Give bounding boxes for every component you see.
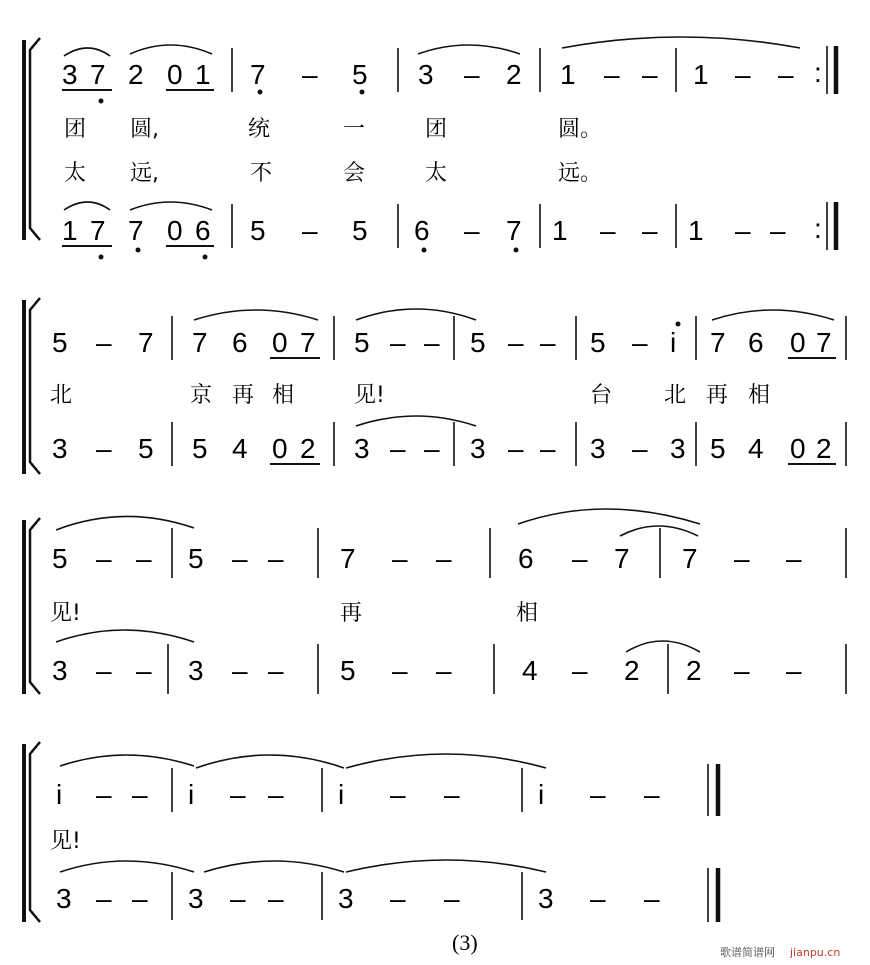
note: – — [230, 883, 246, 914]
note: 5 — [192, 433, 208, 464]
note: i — [188, 779, 195, 810]
slur — [712, 310, 834, 320]
note: – — [604, 59, 620, 90]
note: 3 — [538, 883, 554, 914]
lyric: 远。 — [558, 161, 603, 186]
note: 4 — [232, 433, 248, 464]
note: 5 — [188, 543, 204, 574]
note: 2 — [686, 655, 702, 686]
note: i — [56, 779, 63, 810]
note: – — [444, 883, 460, 914]
system-4 — [24, 742, 718, 922]
lyric: 远, — [130, 161, 159, 186]
note: – — [96, 779, 112, 810]
slur — [562, 37, 800, 48]
note: 3 — [188, 883, 204, 914]
note: – — [132, 883, 148, 914]
system-1 — [24, 37, 836, 260]
slur — [60, 861, 194, 872]
repeat-dots: : — [814, 57, 822, 88]
lower-octave-dot — [360, 90, 365, 95]
note: – — [632, 327, 648, 358]
lyric: 再 — [706, 383, 729, 408]
lower-octave-dot — [258, 90, 263, 95]
note: – — [734, 543, 750, 574]
note: – — [590, 883, 606, 914]
lyric: 见! — [354, 383, 385, 408]
note: – — [540, 433, 556, 464]
note: 4 — [748, 433, 764, 464]
note: 1 — [560, 59, 576, 90]
lower-octave-dot — [136, 248, 141, 253]
note: – — [464, 59, 480, 90]
note: 7 — [710, 327, 726, 358]
note: 5 — [52, 327, 68, 358]
note: – — [302, 215, 318, 246]
note: 3 — [338, 883, 354, 914]
slur — [356, 416, 476, 426]
note: – — [96, 327, 112, 358]
note: – — [590, 779, 606, 810]
system-3 — [24, 509, 846, 694]
note: – — [96, 433, 112, 464]
note: 1 — [688, 215, 704, 246]
note: – — [735, 59, 751, 90]
lower-staff — [52, 655, 802, 686]
note: 5 — [590, 327, 606, 358]
note: 0 — [790, 433, 806, 464]
note: – — [735, 215, 751, 246]
note: – — [508, 327, 524, 358]
note: 7 — [816, 327, 832, 358]
note: 4 — [522, 655, 538, 686]
lyric: 太 — [425, 161, 448, 186]
note: – — [136, 655, 152, 686]
lyric: 北 — [664, 383, 687, 408]
note: – — [268, 543, 284, 574]
upper-staff — [62, 57, 822, 90]
lyric: 台 — [590, 383, 613, 408]
watermark-text: 歌谱简谱网 — [720, 946, 775, 959]
note: – — [644, 779, 660, 810]
system-bracket — [30, 742, 40, 922]
note: 6 — [195, 215, 211, 246]
note: 0 — [272, 433, 288, 464]
slur — [196, 755, 344, 768]
note: – — [786, 543, 802, 574]
note: – — [786, 655, 802, 686]
note: – — [572, 543, 588, 574]
note: 2 — [300, 433, 316, 464]
note: 0 — [790, 327, 806, 358]
note: i — [670, 327, 677, 358]
lyric: 见! — [50, 601, 81, 626]
note: – — [644, 883, 660, 914]
system-2 — [24, 298, 846, 474]
note: – — [734, 655, 750, 686]
note: 2 — [816, 433, 832, 464]
lyric: 会 — [343, 161, 366, 186]
note: – — [268, 655, 284, 686]
note: i — [538, 779, 545, 810]
note: 5 — [470, 327, 486, 358]
note: 3 — [590, 433, 606, 464]
note: 7 — [128, 215, 144, 246]
note: 3 — [470, 433, 486, 464]
slur — [64, 202, 110, 210]
lower-octave-dot — [422, 248, 427, 253]
note: 3 — [52, 433, 68, 464]
note: 2 — [128, 59, 144, 90]
slur — [204, 861, 344, 872]
lower-octave-dot — [514, 248, 519, 253]
lower-staff — [56, 883, 660, 914]
note: 0 — [167, 215, 183, 246]
slur — [356, 309, 476, 320]
note: 7 — [90, 215, 106, 246]
slur — [64, 48, 110, 56]
lyric: 太 — [64, 161, 87, 186]
note: – — [390, 433, 406, 464]
note: 2 — [624, 655, 640, 686]
slur — [518, 509, 700, 524]
note: – — [436, 655, 452, 686]
note: – — [96, 883, 112, 914]
note: 7 — [250, 59, 266, 90]
upper-staff — [52, 327, 832, 358]
note: – — [390, 883, 406, 914]
note: 2 — [506, 59, 522, 90]
note: – — [392, 655, 408, 686]
note: – — [232, 543, 248, 574]
lyrics-verse-1 — [64, 117, 602, 142]
page-number: (3) — [452, 930, 478, 955]
system-bracket — [30, 298, 40, 474]
watermark-site: jianpu.cn — [790, 946, 841, 959]
note: 5 — [340, 655, 356, 686]
system-bracket — [30, 38, 40, 240]
note: – — [424, 433, 440, 464]
lyrics — [50, 829, 81, 854]
note: – — [232, 655, 248, 686]
note: – — [642, 215, 658, 246]
repeat-dots: : — [814, 213, 822, 244]
slur — [626, 641, 700, 652]
note: 5 — [710, 433, 726, 464]
lyric: 相 — [748, 383, 771, 408]
lyrics — [50, 383, 770, 408]
note: – — [268, 779, 284, 810]
note: – — [770, 215, 786, 246]
note: – — [540, 327, 556, 358]
note: – — [600, 215, 616, 246]
note: 0 — [272, 327, 288, 358]
note: 3 — [56, 883, 72, 914]
note: 6 — [518, 543, 534, 574]
note: – — [132, 779, 148, 810]
note: – — [96, 655, 112, 686]
note: 3 — [52, 655, 68, 686]
slur — [346, 860, 546, 872]
upper-staff — [56, 779, 660, 810]
lower-staff — [52, 433, 832, 464]
note: 6 — [748, 327, 764, 358]
note: 7 — [192, 327, 208, 358]
lyric: 圆。 — [558, 117, 603, 142]
note: – — [96, 543, 112, 574]
note: 6 — [232, 327, 248, 358]
note: – — [136, 543, 152, 574]
slur — [60, 755, 194, 766]
note: 5 — [52, 543, 68, 574]
lyric: 圆, — [130, 117, 159, 142]
note: 3 — [670, 433, 686, 464]
slur — [418, 45, 520, 54]
slur — [620, 526, 698, 536]
note: – — [642, 59, 658, 90]
note: – — [632, 433, 648, 464]
lyric: 相 — [516, 601, 539, 626]
note: 6 — [414, 215, 430, 246]
note: 1 — [552, 215, 568, 246]
slur — [56, 516, 194, 530]
note: 3 — [354, 433, 370, 464]
note: 7 — [300, 327, 316, 358]
lower-octave-dot — [99, 255, 104, 260]
lyric: 一 — [343, 117, 366, 142]
note: 3 — [62, 59, 78, 90]
slur — [56, 630, 194, 642]
note: 7 — [90, 59, 106, 90]
lyric: 再 — [232, 383, 255, 408]
note: 0 — [167, 59, 183, 90]
upper-staff — [52, 543, 802, 574]
lower-octave-dot — [99, 99, 104, 104]
lyric: 相 — [272, 383, 295, 408]
note: 7 — [138, 327, 154, 358]
note: – — [464, 215, 480, 246]
lyrics-verse-2 — [64, 161, 602, 186]
slur — [194, 310, 318, 320]
slur — [130, 202, 212, 210]
note: – — [572, 655, 588, 686]
note: – — [268, 883, 284, 914]
lower-staff — [62, 213, 822, 246]
note: 3 — [188, 655, 204, 686]
note: – — [390, 779, 406, 810]
note: 5 — [354, 327, 370, 358]
note: 7 — [614, 543, 630, 574]
slur — [130, 45, 212, 54]
lyrics — [50, 601, 538, 626]
note: 5 — [138, 433, 154, 464]
slur — [346, 754, 546, 768]
lower-octave-dot — [203, 255, 208, 260]
lyric: 不 — [250, 161, 273, 186]
note: – — [436, 543, 452, 574]
note: 7 — [682, 543, 698, 574]
lyric: 见! — [50, 829, 81, 854]
note: 3 — [418, 59, 434, 90]
note: – — [424, 327, 440, 358]
note: i — [338, 779, 345, 810]
note: 1 — [195, 59, 211, 90]
note: 1 — [62, 215, 78, 246]
system-bracket — [30, 518, 40, 694]
note: – — [508, 433, 524, 464]
note: 7 — [340, 543, 356, 574]
upper-octave-dot — [676, 322, 681, 327]
note: – — [392, 543, 408, 574]
lyric: 团 — [64, 117, 87, 142]
note: – — [778, 59, 794, 90]
lyric: 再 — [340, 601, 363, 626]
note: 5 — [250, 215, 266, 246]
note: 7 — [506, 215, 522, 246]
note: – — [444, 779, 460, 810]
lyric: 北 — [50, 383, 73, 408]
note: 5 — [352, 59, 368, 90]
note: – — [230, 779, 246, 810]
note: – — [302, 59, 318, 90]
note: 1 — [693, 59, 709, 90]
lyric: 团 — [425, 117, 448, 142]
lyric: 京 — [190, 383, 213, 408]
note: – — [390, 327, 406, 358]
lyric: 统 — [248, 117, 271, 142]
note: 5 — [352, 215, 368, 246]
